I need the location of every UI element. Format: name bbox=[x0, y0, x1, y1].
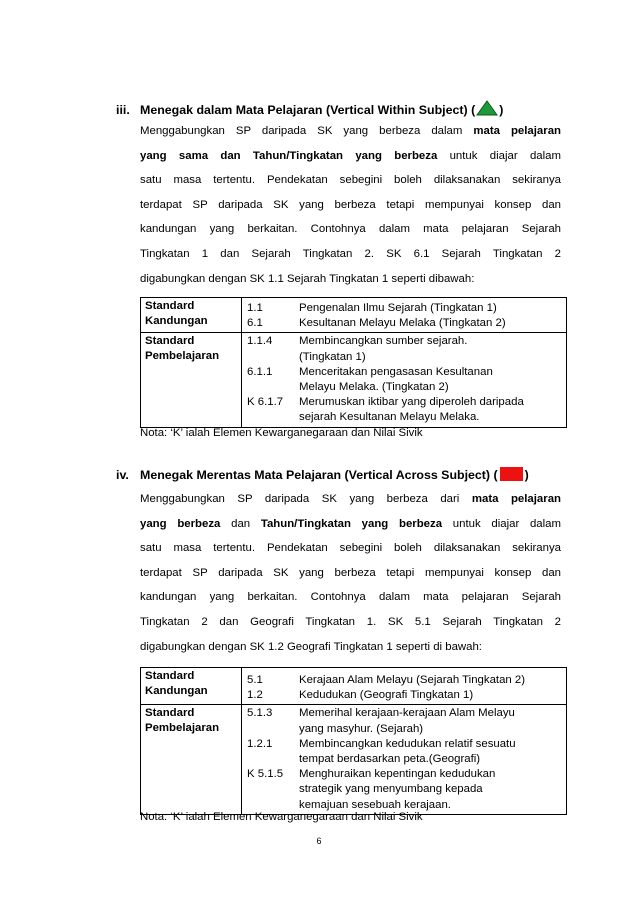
standard-table-iv bbox=[140, 667, 567, 815]
header-line: Pembelajaran bbox=[145, 722, 220, 735]
green-triangle-icon bbox=[476, 100, 498, 119]
text: Kedudukan (Geografi Tingkatan 1) bbox=[299, 689, 474, 702]
paragraph-line: Tingkatan 1 dan Sejarah Tingkatan 2. SK 6.1 Sejarah Tingkatan 2 bbox=[140, 247, 561, 260]
text: Membincangkan sumber sejarah. bbox=[299, 335, 468, 348]
paragraph-line: satu masa tertentu. Pendekatan sebegini boleh dilaksanakan sekiranya bbox=[140, 174, 561, 187]
pembelajaran-header bbox=[141, 705, 242, 814]
red-rectangle-icon bbox=[500, 467, 523, 481]
header-line: Kandungan bbox=[145, 315, 208, 327]
section-heading-iv bbox=[116, 467, 529, 482]
code bbox=[247, 350, 299, 365]
code bbox=[247, 752, 299, 767]
nota-iv: Nota: ‘K’ ialah Elemen Kewarganegaraan dan Nilai Sivik bbox=[140, 811, 423, 823]
code: 1.1 bbox=[247, 302, 263, 314]
header-line: Standard bbox=[145, 300, 195, 312]
text: kemajuan sesebuah kerajaan. bbox=[299, 798, 451, 811]
text: (Tingkatan 1) bbox=[299, 350, 366, 363]
text: Melayu Melaka. (Tingkatan 2) bbox=[299, 381, 449, 394]
text: Kerajaan Alam Melayu (Sejarah Tingkatan 2) bbox=[299, 674, 526, 686]
paragraph-line: digabungkan dengan SK 1.2 Geografi Tingkatan 1 seperti di bawah: bbox=[140, 640, 482, 653]
section-number: iii. bbox=[116, 103, 130, 117]
code: K 5.1.5 bbox=[247, 768, 284, 781]
text: Membincangkan kedudukan relatif sesuatu bbox=[299, 737, 516, 750]
code bbox=[247, 410, 299, 425]
kandungan-header bbox=[141, 298, 242, 333]
text: Menceritakan pengasasan Kesultanan bbox=[299, 365, 493, 378]
paragraph-line: satu masa tertentu. Pendekatan sebegini boleh dilaksanakan sekiranya bbox=[140, 542, 561, 555]
code: 6.1.1 bbox=[247, 365, 273, 378]
pembelajaran-header bbox=[141, 333, 242, 427]
section-number: iv. bbox=[116, 468, 129, 482]
pembelajaran-cell bbox=[242, 333, 567, 427]
code: 1.2 bbox=[247, 689, 263, 702]
nota-iii: Nota: ‘K’ ialah Elemen Kewarganegaraan dan Nilai Sivik bbox=[140, 427, 423, 439]
section-iii-paragraph bbox=[140, 119, 561, 291]
section-title: Menegak dalam Mata Pelajaran (Vertical Within Subject) ( bbox=[140, 103, 476, 117]
paragraph-line: Menggabungkan SP daripada SK yang berbeza dari mata pelajaran bbox=[140, 493, 561, 505]
paragraph-line: yang berbeza dan Tahun/Tingkatan yang berbeza untuk diajar dalam bbox=[140, 517, 561, 530]
code: 6.1 bbox=[247, 317, 263, 330]
text: Memerihal kerajaan-kerajaan Alam Melayu bbox=[299, 707, 515, 720]
header-line: Standard bbox=[145, 335, 195, 348]
header-line: Standard bbox=[145, 707, 195, 720]
paragraph-line: terdapat SP daripada SK yang berbeza tetapi mempunyai konsep dan bbox=[140, 566, 561, 579]
header-line: Pembelajaran bbox=[145, 350, 220, 363]
text: Pengenalan Ilmu Sejarah (Tingkatan 1) bbox=[299, 302, 497, 314]
kandungan-cell bbox=[242, 668, 567, 705]
code: 5.1.3 bbox=[247, 707, 273, 720]
header-line: Standard bbox=[145, 670, 195, 682]
paragraph-line: kandungan yang berkaitan. Contohnya dalam mata pelajaran Sejarah bbox=[140, 223, 561, 236]
code bbox=[247, 722, 299, 737]
code: 1.2.1 bbox=[247, 737, 273, 750]
kandungan-cell bbox=[242, 298, 567, 333]
section-title: Menegak Merentas Mata Pelajaran (Vertical Across Subject) ( bbox=[140, 468, 498, 482]
paragraph-line: Menggabungkan SP daripada SK yang berbeza dalam mata pelajaran bbox=[140, 125, 561, 137]
page-number: 6 bbox=[316, 836, 322, 846]
paragraph-line: Tingkatan 2 dan Geografi Tingkatan 1. SK 5.1 Sejarah Tingkatan 2 bbox=[140, 615, 561, 628]
code bbox=[247, 782, 299, 797]
paragraph-line: terdapat SP daripada SK yang berbeza tetapi mempunyai konsep dan bbox=[140, 198, 561, 211]
code: 5.1 bbox=[247, 674, 263, 686]
text: Kesultanan Melayu Melaka (Tingkatan 2) bbox=[299, 317, 506, 330]
kandungan-header bbox=[141, 668, 242, 705]
code bbox=[247, 380, 299, 395]
paragraph-line: digabungkan dengan SK 1.1 Sejarah Tingkatan 1 seperti dibawah: bbox=[140, 272, 475, 285]
text: yang masyhur. (Sejarah) bbox=[299, 722, 424, 735]
code: 1.1.4 bbox=[247, 335, 273, 348]
code: K 6.1.7 bbox=[247, 396, 284, 409]
section-title-close: ) bbox=[499, 103, 504, 117]
text: Merumuskan iktibar yang diperoleh daripada bbox=[299, 396, 524, 409]
paragraph-line: kandungan yang berkaitan. Contohnya dalam mata pelajaran Sejarah bbox=[140, 591, 561, 604]
section-iv-paragraph bbox=[140, 487, 561, 659]
text: Menghuraikan kepentingan kedudukan bbox=[299, 768, 496, 781]
text: strategik yang menyumbang kepada bbox=[299, 783, 483, 796]
section-title-close: ) bbox=[524, 468, 529, 482]
text: sejarah Kesultanan Melayu Melaka. bbox=[299, 411, 480, 424]
section-heading-iii bbox=[116, 100, 503, 119]
header-line: Kandungan bbox=[145, 685, 208, 697]
text: tempat berdasarkan peta.(Geografi) bbox=[299, 753, 481, 766]
pembelajaran-cell bbox=[242, 705, 567, 814]
standard-table-iii bbox=[140, 297, 567, 428]
paragraph-line: yang sama dan Tahun/Tingkatan yang berbeza untuk diajar dalam bbox=[140, 149, 561, 162]
